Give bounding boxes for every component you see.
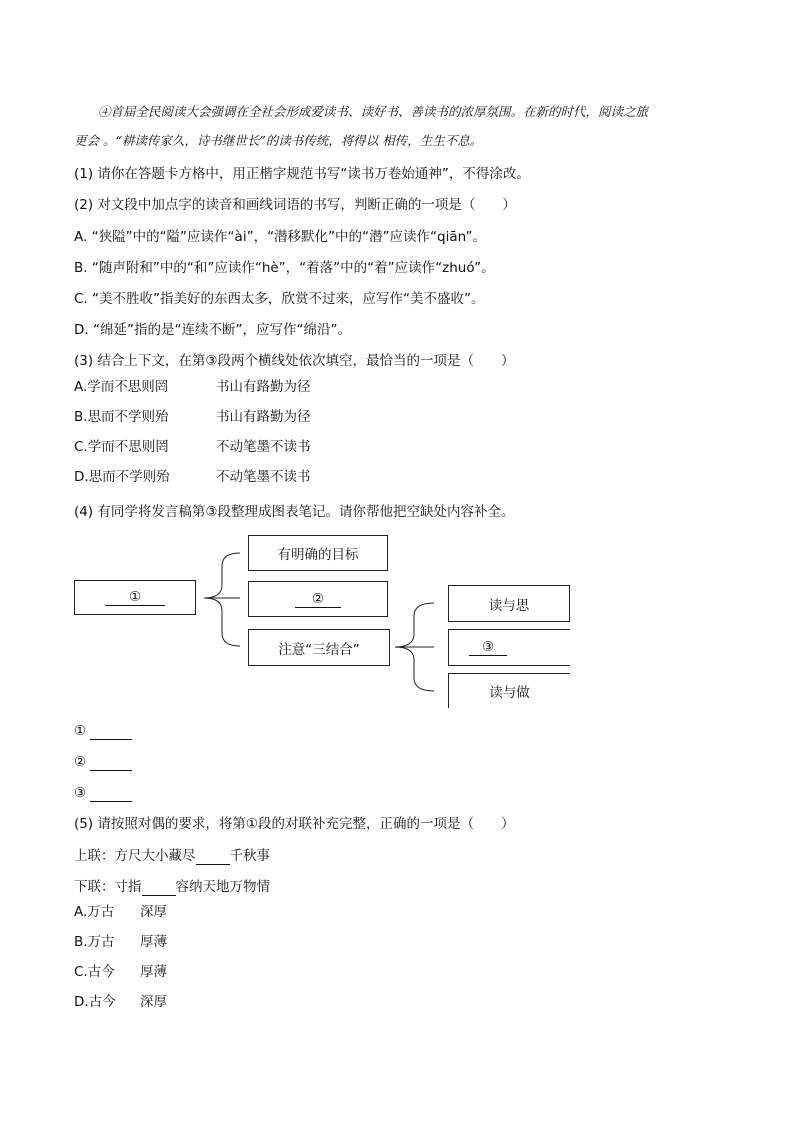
option-text-1: 万古 [87, 934, 115, 950]
question-5-option-c-second: 厚薄 [140, 964, 167, 980]
couplet-upper-after: 千秋事 [229, 848, 270, 864]
answer-blank-1 [74, 722, 132, 740]
question-5-option-a [74, 903, 114, 921]
option-text-1: 思而不学则殆 [88, 469, 170, 485]
couplet-lower-before: 下联：寸指 [74, 879, 142, 895]
option-text-1: 古今 [88, 994, 116, 1010]
diagram-sub-3: 读与做 [448, 673, 570, 708]
question-5-option-b [74, 933, 115, 951]
diagram-branch-3: 注意“三结合” [248, 629, 390, 666]
option-text-1: 万古 [87, 904, 115, 920]
question-5-option-d [74, 993, 116, 1011]
question-3-option-a-second: 书山有路勤为径 [216, 379, 311, 395]
question-5-option-b-second: 厚薄 [140, 934, 167, 950]
answer-line-3[interactable] [90, 787, 132, 802]
option-letter: A. [74, 904, 88, 920]
option-text-1: 思而不学则殆 [87, 409, 169, 425]
diagram-sub-1: 读与思 [448, 585, 570, 622]
paragraph-4-line-1: ④首届全民阅读大会强调在全社会形成爱读书、读好书、善读书的浓厚氛围。在新的时代，阅读之旅 [98, 104, 649, 119]
option-letter: D. [74, 469, 89, 485]
question-2-option-a: A. “狭隘”中的“隘”应读作“ài”，“潜移默化”中的“潜”应读作“qiān”。 [74, 229, 486, 245]
answer-label-2: ② [74, 754, 87, 770]
answer-line-1[interactable] [90, 725, 132, 740]
option-text-1: 学而不思则罔 [87, 439, 169, 455]
question-5-stem: (5) 请按照对偶的要求，将第①段的对联补充完整，正确的一项是（ ） [74, 816, 515, 832]
question-2-option-c: C. “美不胜收”指美好的东西太多，欣赏不过来，应写作“美不盛收”。 [74, 291, 485, 307]
question-3-option-c-second: 不动笔墨不读书 [216, 439, 311, 455]
option-letter: C. [74, 964, 88, 980]
question-3-option-b-second: 书山有路勤为径 [216, 409, 311, 425]
question-3-option-d-second: 不动笔墨不读书 [216, 469, 311, 485]
option-letter: B. [74, 934, 88, 950]
diagram-branch-2-blank: ② [295, 591, 341, 608]
answer-blank-2 [74, 753, 132, 771]
couplet-upper-blank [196, 850, 230, 865]
couplet-lower-after: 容纳天地万物情 [175, 879, 270, 895]
option-letter: A. [74, 379, 88, 395]
question-2-option-d: D. “绵延”指的是“连续不断”，应写作“绵沿”。 [74, 322, 351, 338]
couplet-upper [74, 847, 270, 865]
question-3-stem: (3) 结合上下文，在第③段两个横线处依次填空，最恰当的一项是（ ） [74, 353, 515, 369]
diagram-branch-1: 有明确的目标 [248, 535, 388, 571]
answer-line-2[interactable] [90, 756, 132, 771]
couplet-lower [74, 878, 270, 896]
question-5-option-a-second: 深厚 [140, 904, 167, 920]
paragraph-4-line-2: 更会 。“耕读传家久，诗书继世长”的读书传统，将得以 相传，生生不息。 [74, 133, 483, 148]
diagram-sub-2 [448, 629, 570, 666]
option-text-1: 学而不思则罔 [87, 379, 169, 395]
answer-label-3: ③ [74, 785, 87, 801]
question-5-option-d-second: 深厚 [140, 994, 167, 1010]
diagram-root-blank: ① [105, 589, 165, 606]
diagram-branch-2 [248, 581, 388, 617]
question-5-option-c [74, 963, 115, 981]
couplet-lower-blank [142, 881, 176, 896]
question-1: (1) 请你在答题卡方格中，用正楷字规范书写“读书万卷始通神”，不得涂改。 [74, 166, 530, 182]
couplet-upper-before: 上联：方尺大小藏尽 [74, 848, 196, 864]
answer-label-1: ① [74, 723, 87, 739]
question-2-stem: (2) 对文段中加点字的读音和画线词语的书写，判断正确的一项是（ ） [74, 197, 516, 213]
option-text-1: 古今 [87, 964, 115, 980]
diagram-sub-2-blank: ③ [469, 639, 507, 656]
option-letter: C. [74, 439, 88, 455]
answer-blank-3 [74, 784, 132, 802]
option-letter: B. [74, 409, 88, 425]
diagram-root-box [74, 580, 196, 615]
question-4-stem: (4) 有同学将发言稿第③段整理成图表笔记。请你帮他把空缺处内容补全。 [74, 504, 515, 520]
option-letter: D. [74, 994, 89, 1010]
question-2-option-b: B. “随声附和”中的“和”应读作“hè”，“着落”中的“着”应读作“zhuó”。 [74, 260, 495, 276]
